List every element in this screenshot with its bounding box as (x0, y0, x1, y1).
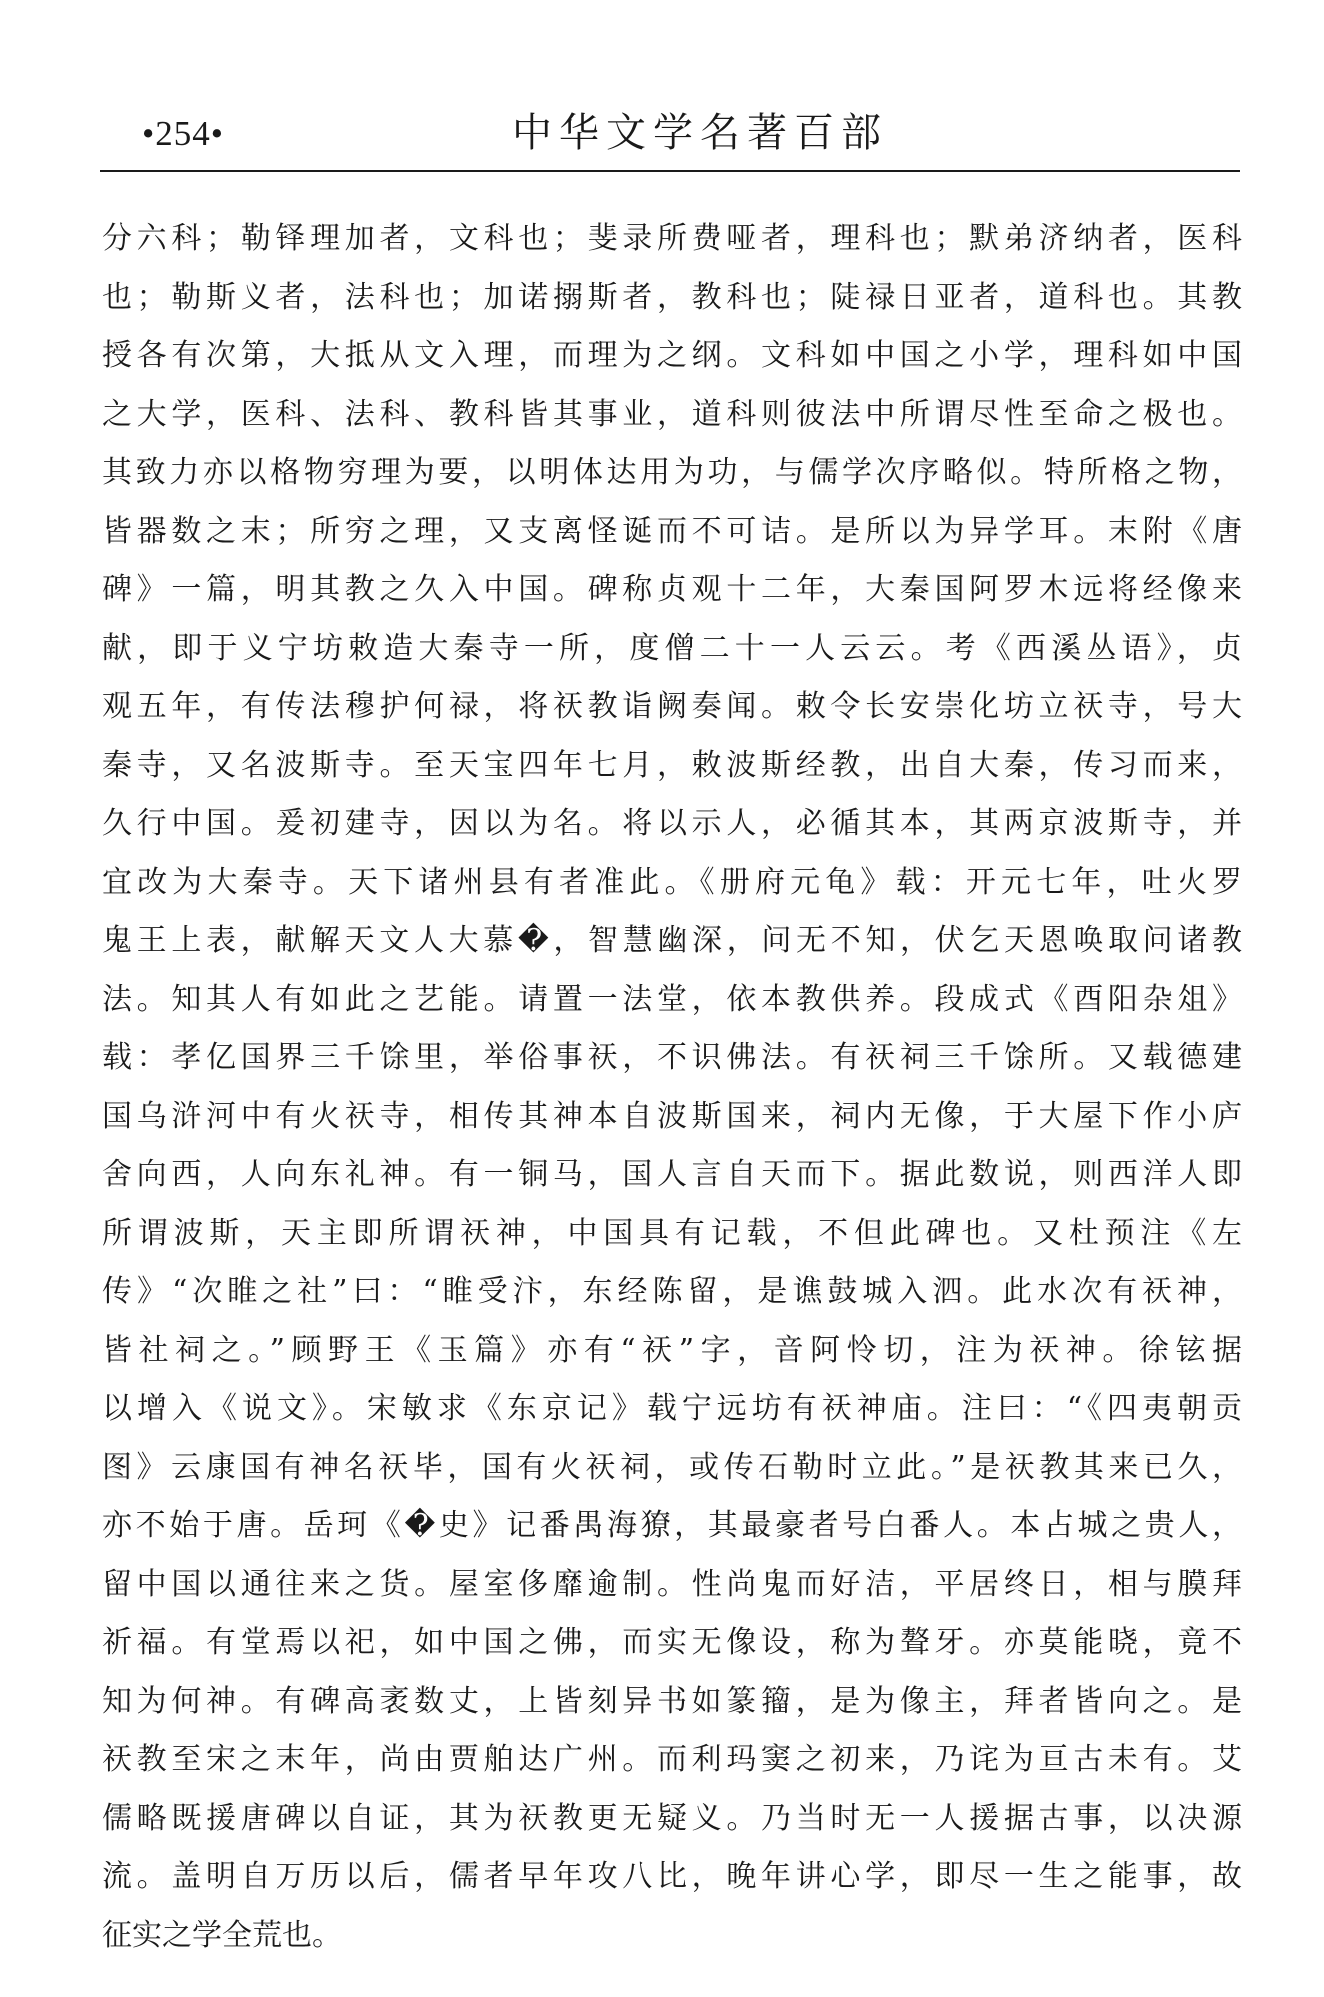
running-title: 中华文学名著百部 (512, 110, 888, 156)
text-line: 碑》一篇，明其教之久入中国。碑称贞观十二年，大秦国阿罗木远将经像来 (102, 572, 1242, 607)
body-text (102, 210, 1242, 1965)
text-line: 皆社祠之。”顾野王《玉篇》亦有“祆”字，音阿怜切，注为祆神。徐铉据 (102, 1332, 1242, 1368)
text-line: 观五年，有传法穆护何禄，将祆教诣阙奏闻。敕令长安崇化坊立祆寺，号大 (102, 689, 1242, 724)
text-line: 秦寺，又名波斯寺。至天宝四年七月，敕波斯经教，出自大秦，传习而来， (102, 747, 1242, 783)
text-line: 亦不始于唐。岳珂《�史》记番禺海獠，其最豪者号白番人。本占城之贵人， (102, 1508, 1242, 1543)
header-rule (100, 170, 1240, 172)
text-line: 献，即于义宁坊敕造大秦寺一所，度僧二十一人云云。考《西溪丛语》，贞 (102, 630, 1242, 666)
text-line: 流。盖明自万历以后，儒者早年攻八比，晚年讲心学，即尽一生之能事，故 (102, 1859, 1242, 1894)
page-header (100, 108, 1240, 168)
text-line: 鬼王上表，献解天文人大慕�，智慧幽深，问无不知，伏乞天恩唤取问诸教 (102, 923, 1242, 958)
text-line: 分六科；勒铎理加者，文科也；斐录所费哑者，理科也；默弟济纳者，医科 (102, 221, 1242, 256)
text-line: 所谓波斯，天主即所谓祆神，中国具有记载，不但此碑也。又杜预注《左 (102, 1215, 1242, 1251)
text-line: 图》云康国有神名祆毕，国有火祆祠，或传石勒时立此。”是祆教其来已久， (102, 1449, 1242, 1485)
text-line: 传》“次睢之社”曰：“睢受汴，东经陈留，是谯鼓城入泗。此水次有祆神， (102, 1274, 1242, 1309)
text-line: 皆器数之末；所穷之理，又支离怪诞而不可诘。是所以为异学耳。末附《唐 (102, 513, 1242, 549)
text-line-final: 征实之学全荒也。 (102, 1917, 342, 1953)
text-line: 舍向西，人向东礼神。有一铜马，国人言自天而下。据此数说，则西洋人即 (102, 1157, 1242, 1192)
text-line: 法。知其人有如此之艺能。请置一法堂，依本教供养。段成式《酉阳杂俎》 (102, 981, 1242, 1017)
text-line: 祆教至宋之末年，尚由贾舶达广州。而利玛窦之初来，乃诧为亘古未有。艾 (102, 1742, 1242, 1777)
text-line: 久行中国。爰初建寺，因以为名。将以示人，必循其本，其两京波斯寺，并 (102, 806, 1242, 841)
text-line: 国乌浒河中有火祆寺，相传其神本自波斯国来，祠内无像，于大屋下作小庐 (102, 1098, 1242, 1134)
text-line: 留中国以通往来之货。屋室侈靡逾制。性尚鬼而好洁，平居终日，相与膜拜 (102, 1566, 1242, 1602)
text-line: 知为何神。有碑高袤数丈，上皆刻异书如篆籀，是为像主，拜者皆向之。是 (102, 1683, 1242, 1719)
text-line: 之大学，医科、法科、教科皆其事业，道科则彼法中所谓尽性至命之极也。 (102, 396, 1242, 432)
text-line: 载：孝亿国界三千馀里，举俗事祆，不识佛法。有祆祠三千馀所。又载德建 (102, 1040, 1242, 1075)
text-line: 宜改为大秦寺。天下诸州县有者准此。《册府元龟》载：开元七年，吐火罗 (102, 864, 1242, 900)
text-line: 儒略既援唐碑以自证，其为祆教更无疑义。乃当时无一人援据古事，以决源 (102, 1800, 1242, 1836)
text-line: 也；勒斯义者，法科也；加诺搦斯者，教科也；陡禄日亚者，道科也。其教 (102, 279, 1242, 315)
text-line: 授各有次第，大抵从文入理，而理为之纲。文科如中国之小学，理科如中国 (102, 338, 1242, 373)
page-number: •254• (142, 114, 225, 153)
text-line: 以增入《说文》。宋敏求《东京记》载宁远坊有祆神庙。注曰：“《四夷朝贡 (102, 1391, 1242, 1426)
text-line: 其致力亦以格物穷理为要，以明体达用为功，与儒学次序略似。特所格之物， (102, 455, 1242, 490)
text-line: 祈福。有堂焉以祀，如中国之佛，而实无像设，称为聱牙。亦莫能晓，竟不 (102, 1625, 1242, 1660)
